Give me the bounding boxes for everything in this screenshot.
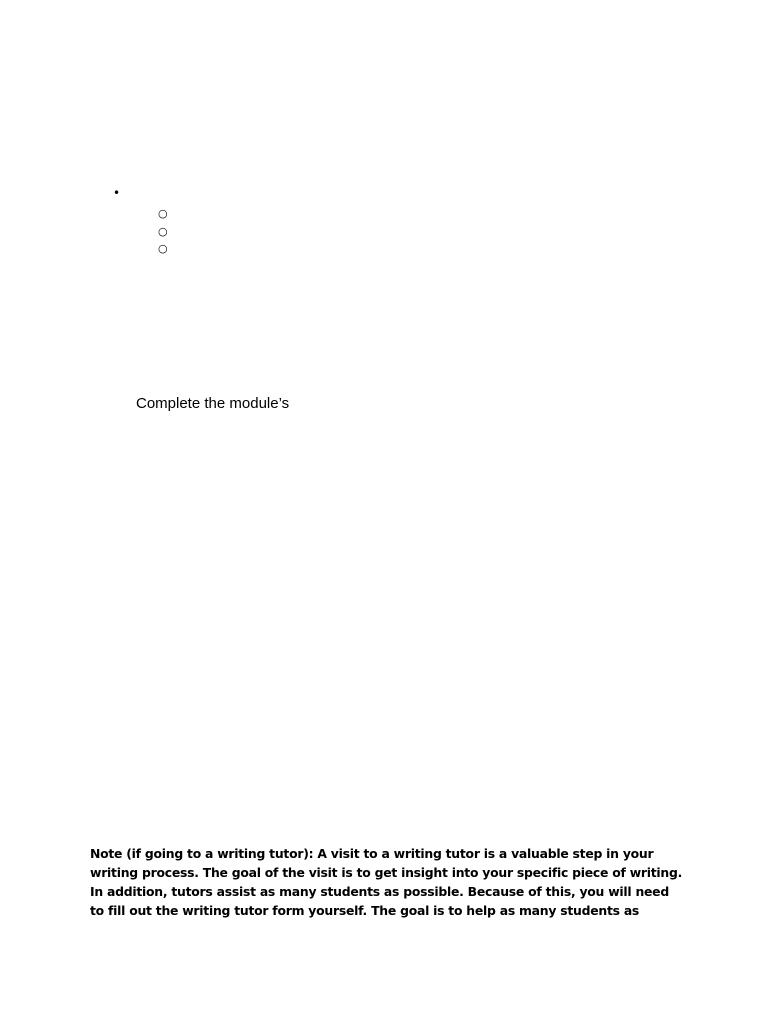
bullet-circle-icon: ○ xyxy=(158,225,168,238)
instruction-text: Complete the module’s xyxy=(136,395,290,412)
tutor-note-paragraph xyxy=(90,844,690,920)
note-line: Note (if going to a writing tutor): A visit to a writing tutor is a valuable step in your xyxy=(90,846,654,861)
note-line: writing process. The goal of the visit is to get insight into your specific piece of writing. xyxy=(90,865,683,880)
bullet-disc-icon: • xyxy=(113,186,121,200)
bullet-circle-icon: ○ xyxy=(158,242,168,255)
note-line: In addition, tutors assist as many students as possible. Because of this, you will need xyxy=(90,884,669,899)
bullet-list xyxy=(0,0,768,300)
bullet-circle-icon: ○ xyxy=(158,207,168,220)
note-line: to fill out the writing tutor form yourself. The goal is to help as many students as xyxy=(90,903,640,918)
